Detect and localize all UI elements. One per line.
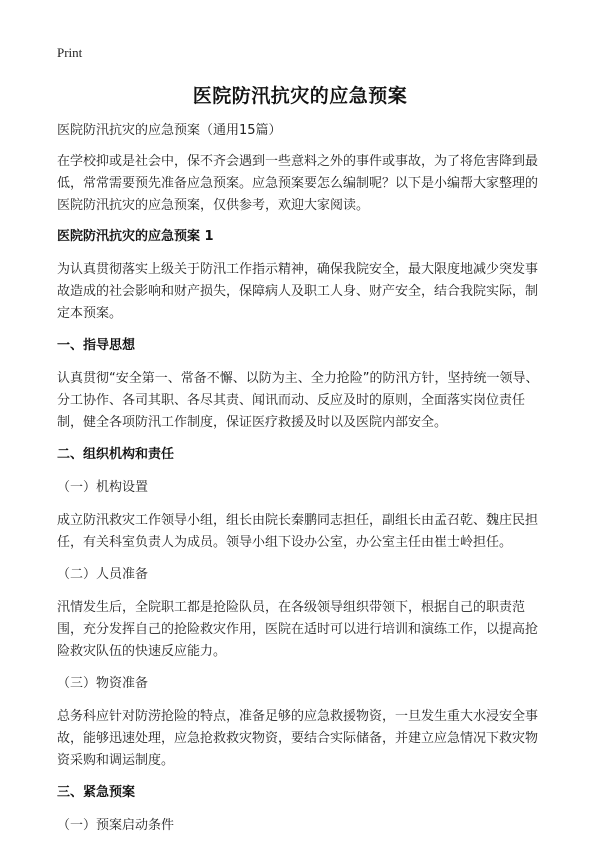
- subheading-activation-conditions: （一）预案启动条件: [57, 818, 175, 833]
- subheading-materials: （三）物资准备: [57, 676, 149, 691]
- document-subtitle: 医院防汛抗灾的应急预案（通用15篇）: [57, 123, 282, 138]
- document-body: [57, 120, 549, 848]
- personnel-paragraph: 汛情发生后，全院职工都是抢险队员，在各级领导组织带领下，根据自己的职责范围，充分发挥自己的抢险救灾作用，医院在适时可以进行培训和演练工作，以提高抢险救灾队伍的快速反应能力。: [57, 600, 539, 659]
- section-heading-emergency-plan: 三、紧急预案: [57, 785, 136, 800]
- document-title: 医院防汛抗灾的应急预案: [192, 85, 408, 107]
- article-heading: 医院防汛抗灾的应急预案 1: [57, 229, 214, 244]
- purpose-paragraph: 为认真贯彻落实上级关于防汛工作指示精神，确保我院安全，最大限度地减少突发事故造成的社会影响和财产损失，保障病人及职工人身、财产安全，结合我院实际，制定本预案。: [57, 262, 539, 321]
- subheading-structure: （一）机构设置: [57, 480, 149, 495]
- section-heading-organization: 二、组织机构和责任: [57, 447, 175, 462]
- materials-paragraph: 总务科应针对防涝抢险的特点，准备足够的应急救援物资，一旦发生重大水浸安全事故，能够迅速处理，应急抢救救灾物资，要结合实际储备，并建立应急情况下救灾物资采购和调运制度。: [57, 709, 539, 768]
- section-heading-guiding-ideology: 一、指导思想: [57, 338, 136, 353]
- print-link[interactable]: Print: [57, 45, 83, 60]
- structure-paragraph: 成立防汛救灾工作领导小组，组长由院长秦鹏同志担任，副组长由孟召乾、魏庄民担任，有关科室负责人为成员。领导小组下设办公室，办公室主任由崔士岭担任。: [57, 513, 539, 550]
- guiding-ideology-paragraph: 认真贯彻“安全第一、常备不懈、以防为主、全力抢险”的防汛方针，坚持统一领导、分工协作、各司其职、各尽其责、闻讯而动、反应及时的原则，全面落实岗位责任制，健全各项防汛工作制度，保证医疗救援及时以及医院内部安全。: [57, 371, 539, 430]
- intro-paragraph: 在学校抑或是社会中，保不齐会遇到一些意料之外的事件或事故，为了将危害降到最低，常常需要预先准备应急预案。应急预案要怎么编制呢？以下是小编帮大家整理的医院防汛抗灾的应急预案，仅供参考，欢迎大家阅读。: [57, 154, 539, 213]
- subheading-personnel: （二）人员准备: [57, 567, 149, 582]
